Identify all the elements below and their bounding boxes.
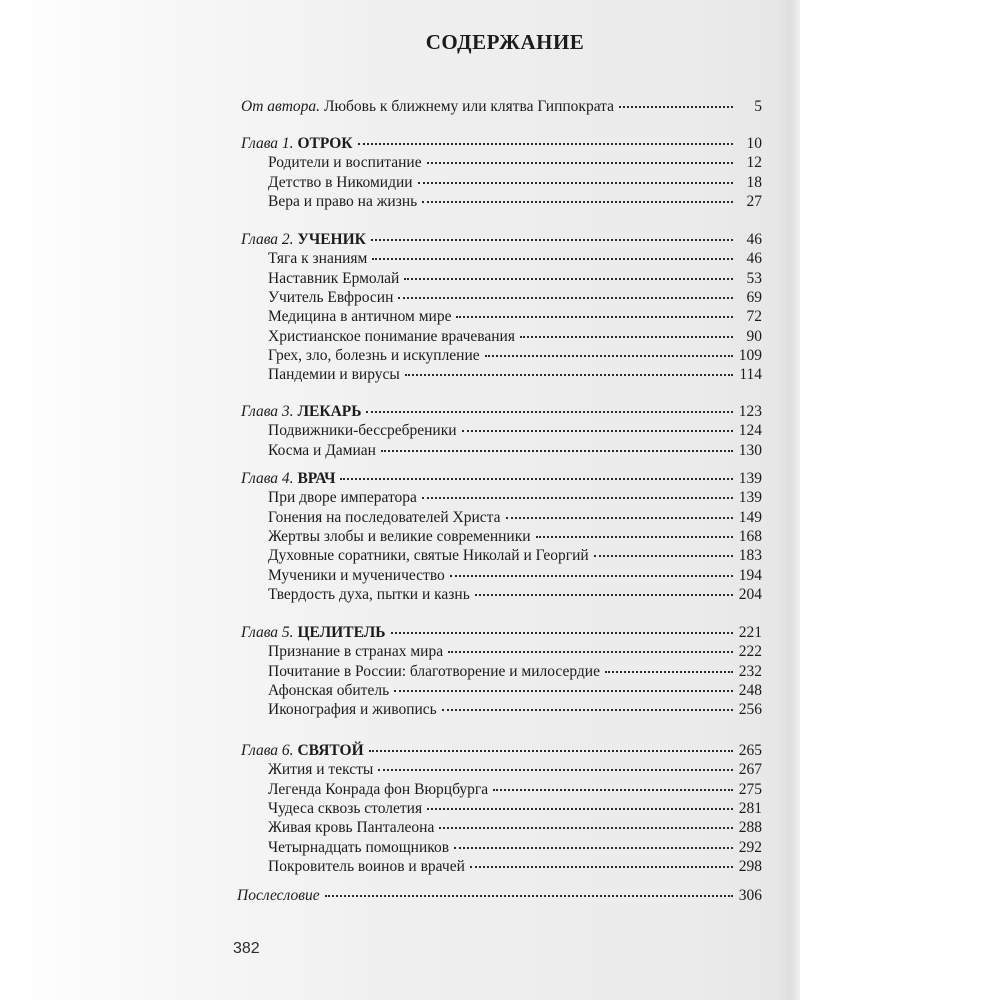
dot-leader — [340, 478, 733, 480]
dot-leader — [520, 336, 733, 338]
dot-leader — [439, 827, 733, 829]
section-page: 27 — [746, 192, 762, 210]
dot-leader — [619, 106, 733, 108]
toc-section — [268, 289, 762, 307]
section-page: 222 — [738, 643, 762, 661]
chapter-page: 221 — [738, 624, 762, 641]
dot-leader — [427, 162, 733, 164]
section-page: 267 — [738, 761, 762, 779]
section-page: 292 — [738, 838, 762, 856]
toc-chapter — [241, 624, 762, 642]
chapter-page: 139 — [738, 470, 762, 487]
section-title: Живая кровь Панталеона — [268, 819, 435, 837]
dot-leader — [536, 536, 733, 538]
section-page: 114 — [739, 366, 762, 384]
section-page: 149 — [738, 508, 762, 526]
section-page: 72 — [746, 308, 762, 326]
dot-leader — [470, 866, 733, 868]
section-title: Четырнадцать помощников — [268, 838, 450, 856]
toc-section — [268, 509, 762, 527]
section-title: Вера и право на жизнь — [268, 192, 418, 210]
section-title: Признание в странах мира — [268, 643, 444, 661]
section-page: 204 — [738, 585, 762, 603]
toc-section — [268, 781, 762, 799]
chapter-title: ОТРОК — [297, 135, 353, 152]
toc-section — [268, 270, 762, 288]
section-title: Легенда Конрада фон Вюрцбурга — [268, 780, 489, 798]
toc-section — [268, 547, 762, 565]
section-title: Косма и Дамиан — [268, 441, 376, 459]
section-title: Подвижники-бессребреники — [268, 422, 457, 440]
afterword-page: 306 — [738, 887, 762, 904]
section-title: Наставник Ермолай — [268, 269, 400, 287]
toc-chapter — [241, 403, 762, 421]
dot-leader — [381, 450, 733, 452]
section-page: 256 — [738, 701, 762, 719]
dot-leader — [325, 895, 733, 897]
toc-section — [268, 347, 762, 365]
section-title: Почитание в России: благотворение и милосердие — [268, 662, 600, 680]
section-title: Иконография и живопись — [268, 701, 437, 719]
chapter-prefix: Глава 6. — [241, 742, 294, 759]
toc-section — [268, 682, 762, 700]
chapter-title: УЧЕНИК — [297, 231, 366, 248]
dot-leader — [506, 517, 733, 519]
page-number: 382 — [233, 940, 260, 957]
chapter-prefix: Глава 3. — [241, 403, 294, 420]
dot-leader — [450, 575, 733, 577]
toc-afterword — [237, 887, 762, 905]
section-title: Христианское понимание врачевания — [268, 327, 515, 345]
dot-leader — [485, 355, 733, 357]
dot-leader — [427, 808, 733, 810]
section-page: 232 — [738, 662, 762, 680]
chapter-title: ЛЕКАРЬ — [297, 403, 362, 420]
toc-section — [268, 193, 762, 211]
toc-section — [268, 174, 762, 192]
section-page: 90 — [746, 327, 762, 345]
dot-leader — [422, 497, 733, 499]
toc-section — [268, 422, 762, 440]
chapter-prefix: Глава 1. — [241, 135, 294, 152]
toc-section — [268, 819, 762, 837]
section-title: Учитель Евфросин — [268, 288, 394, 306]
dot-leader — [358, 143, 733, 145]
preface-title: Любовь к ближнему или клятва Гиппократа — [320, 98, 615, 115]
section-title: Мученики и мученичество — [268, 566, 445, 584]
dot-leader — [378, 769, 733, 771]
dot-leader — [372, 258, 733, 260]
section-title: Гонения на последователей Христа — [268, 508, 501, 526]
section-page: 53 — [746, 269, 762, 287]
toc-preface — [241, 98, 762, 116]
dot-leader — [454, 847, 733, 849]
chapter-page: 265 — [738, 742, 762, 759]
toc-section — [268, 250, 762, 268]
dot-leader — [594, 555, 733, 557]
dot-leader — [442, 709, 733, 711]
section-title: Чудеса сквозь столетия — [268, 799, 423, 817]
section-title: Детство в Никомидии — [268, 173, 413, 191]
section-page: 248 — [738, 681, 762, 699]
chapter-title: ЦЕЛИТЕЛЬ — [297, 624, 386, 641]
preface-page: 5 — [754, 98, 762, 115]
toc-section — [268, 800, 762, 818]
chapter-page: 123 — [738, 403, 762, 420]
dot-leader — [371, 239, 733, 241]
section-title: Грех, зло, болезнь и искупление — [268, 346, 480, 364]
dot-leader — [418, 182, 733, 184]
section-page: 298 — [738, 857, 762, 875]
dot-leader — [394, 690, 733, 692]
toc-section — [268, 839, 762, 857]
section-title: Покровитель воинов и врачей — [268, 857, 465, 875]
toc-chapter — [241, 231, 762, 249]
dot-leader — [462, 430, 733, 432]
section-title: Твердость духа, пытки и казнь — [268, 585, 470, 603]
chapter-title: ВРАЧ — [297, 470, 336, 487]
dot-leader — [422, 201, 733, 203]
section-page: 124 — [738, 422, 762, 440]
toc-chapter — [241, 135, 762, 153]
toc-section — [268, 442, 762, 460]
section-page: 281 — [738, 799, 762, 817]
dot-leader — [404, 278, 733, 280]
afterword-title: Послесловие — [237, 887, 320, 904]
section-title: Афонская обитель — [268, 681, 390, 699]
section-title: Духовные соратники, святые Николай и Георгий — [268, 547, 589, 565]
chapter-page: 10 — [746, 135, 762, 152]
section-page: 130 — [738, 441, 762, 459]
chapter-prefix: Глава 2. — [241, 231, 294, 248]
dot-leader — [493, 789, 733, 791]
section-page: 46 — [746, 250, 762, 268]
section-page: 12 — [746, 154, 762, 172]
toc-section — [268, 663, 762, 681]
section-title: Жития и тексты — [268, 761, 374, 779]
preface-prefix: От автора. — [241, 98, 321, 115]
toc-section — [268, 328, 762, 346]
toc-section — [268, 528, 762, 546]
section-title: Медицина в античном мире — [268, 308, 452, 326]
section-title: Тяга к знаниям — [268, 250, 368, 268]
dot-leader — [366, 411, 733, 413]
section-page: 194 — [738, 566, 762, 584]
toc-section — [268, 643, 762, 661]
toc-chapter — [241, 470, 762, 488]
toc-chapter — [241, 742, 762, 760]
dot-leader — [369, 750, 733, 752]
toc-section — [268, 858, 762, 876]
section-title: Жертвы злобы и великие современники — [268, 527, 531, 545]
toc-section — [268, 308, 762, 326]
section-title: При дворе императора — [268, 489, 417, 507]
toc-section — [268, 366, 762, 384]
section-page: 18 — [746, 173, 762, 191]
section-title: Родители и воспитание — [268, 154, 422, 172]
chapter-title: СВЯТОЙ — [297, 742, 364, 759]
dot-leader — [405, 374, 733, 376]
dot-leader — [398, 297, 733, 299]
chapter-prefix: Глава 5. — [241, 624, 294, 641]
toc-title: СОДЕРЖАНИЕ — [425, 30, 585, 54]
dot-leader — [391, 632, 733, 634]
toc-section — [268, 761, 762, 779]
section-page: 168 — [738, 527, 762, 545]
toc-section — [268, 567, 762, 585]
section-page: 275 — [738, 780, 762, 798]
dot-leader — [448, 651, 733, 653]
section-page: 183 — [738, 547, 762, 565]
toc-section — [268, 154, 762, 172]
dot-leader — [456, 316, 733, 318]
section-title: Пандемии и вирусы — [268, 366, 400, 384]
section-page: 139 — [738, 489, 762, 507]
toc-section — [268, 489, 762, 507]
dot-leader — [605, 671, 733, 673]
section-page: 288 — [738, 819, 762, 837]
toc-section — [268, 586, 762, 604]
chapter-page: 46 — [746, 231, 762, 248]
section-page: 109 — [738, 346, 762, 364]
toc-section — [268, 701, 762, 719]
chapter-prefix: Глава 4. — [241, 470, 294, 487]
section-page: 69 — [746, 288, 762, 306]
dot-leader — [475, 594, 733, 596]
